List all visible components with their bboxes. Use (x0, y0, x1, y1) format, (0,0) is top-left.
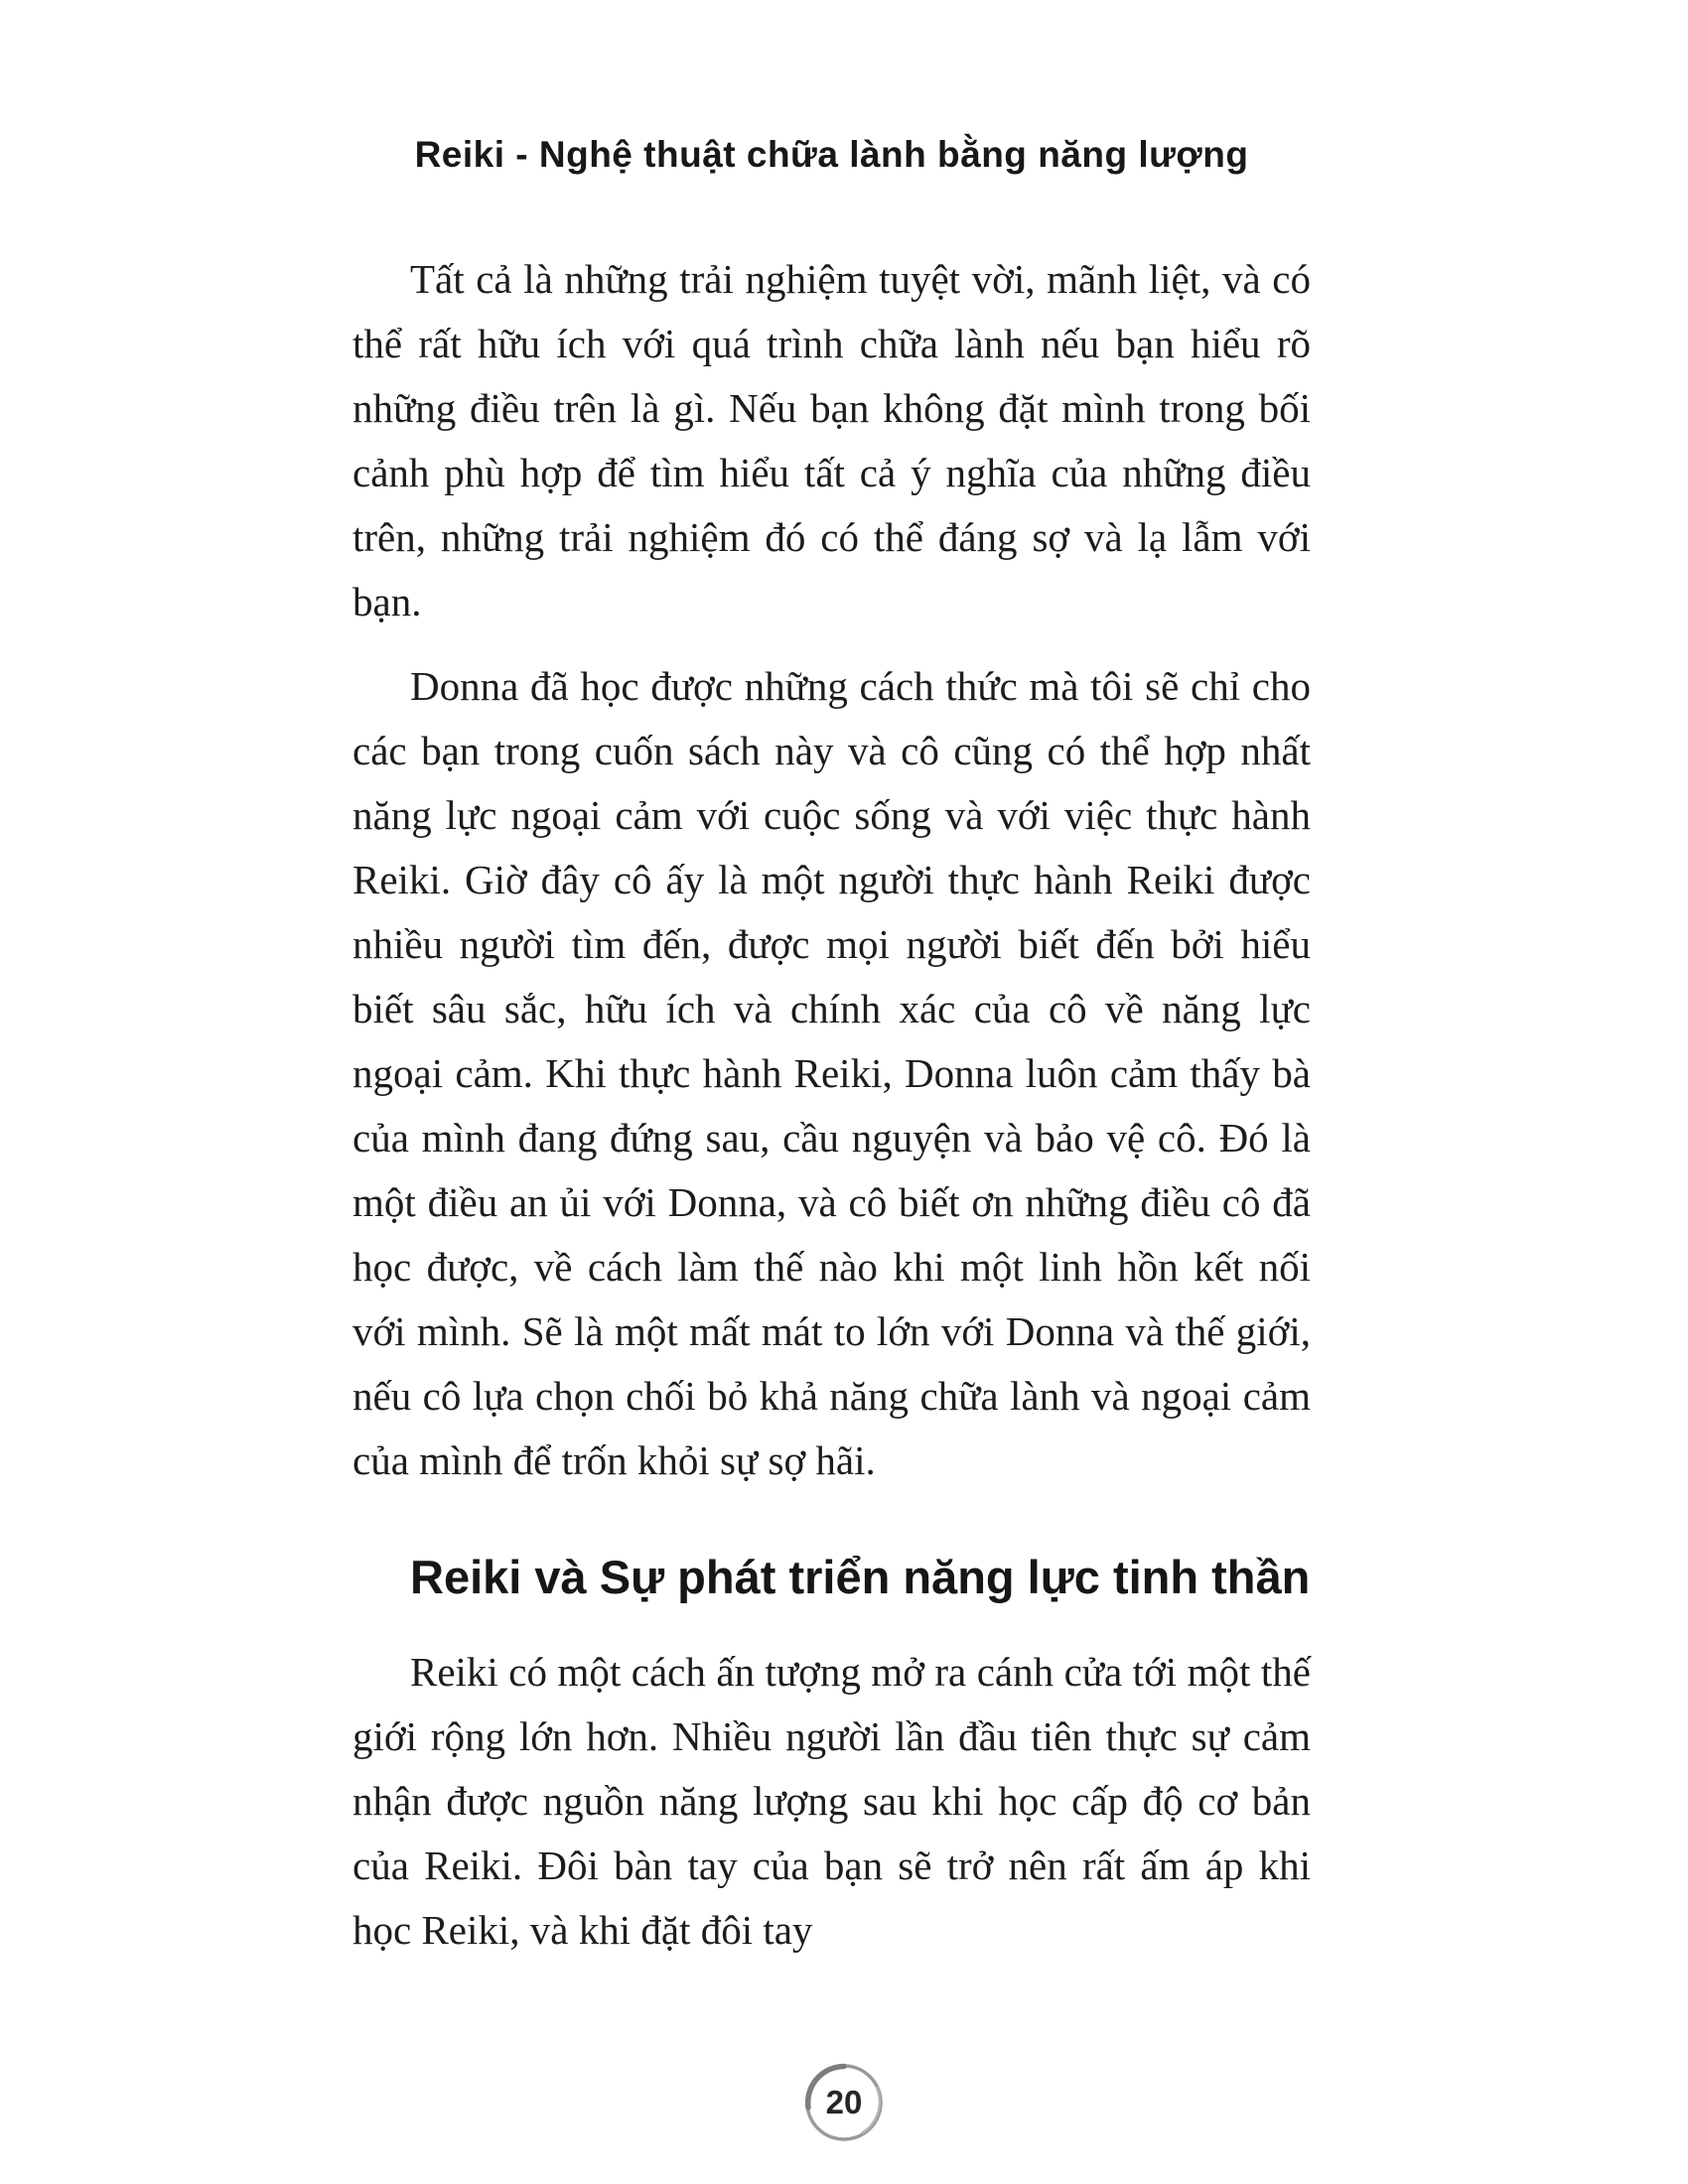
paragraph-3: Reiki có một cách ấn tượng mở ra cánh cửa tới một thế giới rộng lớn hơn. Nhiều người lần đầu tiên thực sự cảm nhận được nguồn năng lượng sau khi học cấp độ cơ bản của Reiki. Đôi bàn tay của bạn sẽ trở nên rất ấm áp khi học Reiki, và khi đặt đôi tay (352, 1649, 1311, 1953)
page-number: 20 (825, 2084, 863, 2120)
paragraph-1: Tất cả là những trải nghiệm tuyệt vời, mãnh liệt, và có thể rất hữu ích với quá trình chữa lành nếu bạn hiểu rõ những điều trên là gì. Nếu bạn không đặt mình trong bối cảnh phù hợp để tìm hiểu tất cả ý nghĩa của những điều trên, những trải nghiệm đó có thể đáng sợ và lạ lẫm với bạn. (352, 256, 1311, 624)
page-number-badge (801, 2060, 887, 2145)
section-heading: Reiki và Sự phát triển năng lực tinh thần (410, 1551, 1311, 1603)
page-content (352, 134, 1311, 1982)
paragraph-2: Donna đã học được những cách thức mà tôi sẽ chỉ cho các bạn trong cuốn sách này và cô cũng có thể hợp nhất năng lực ngoại cảm với cuộc sống và với việc thực hành Reiki. Giờ đây cô ấy là một người thực hành Reiki được nhiều người tìm đến, được mọi người biết đến bởi hiểu biết sâu sắc, hữu ích và chính xác của cô về năng lực ngoại cảm. Khi thực hành Reiki, Donna luôn cảm thấy bà của mình đang đứng sau, cầu nguyện và bảo vệ cô. Đó là một điều an ủi với Donna, và cô biết ơn những điều cô đã học được, về cách làm thế nào khi một linh hồn kết nối với mình. Sẽ là một mất mát to lớn với Donna và thế giới, nếu cô lựa chọn chối bỏ khả năng chữa lành và ngoại cảm của mình để trốn khỏi sự sợ hãi. (352, 663, 1311, 1483)
running-header: Reiki - Nghệ thuật chữa lành bằng năng lượng (414, 134, 1249, 175)
